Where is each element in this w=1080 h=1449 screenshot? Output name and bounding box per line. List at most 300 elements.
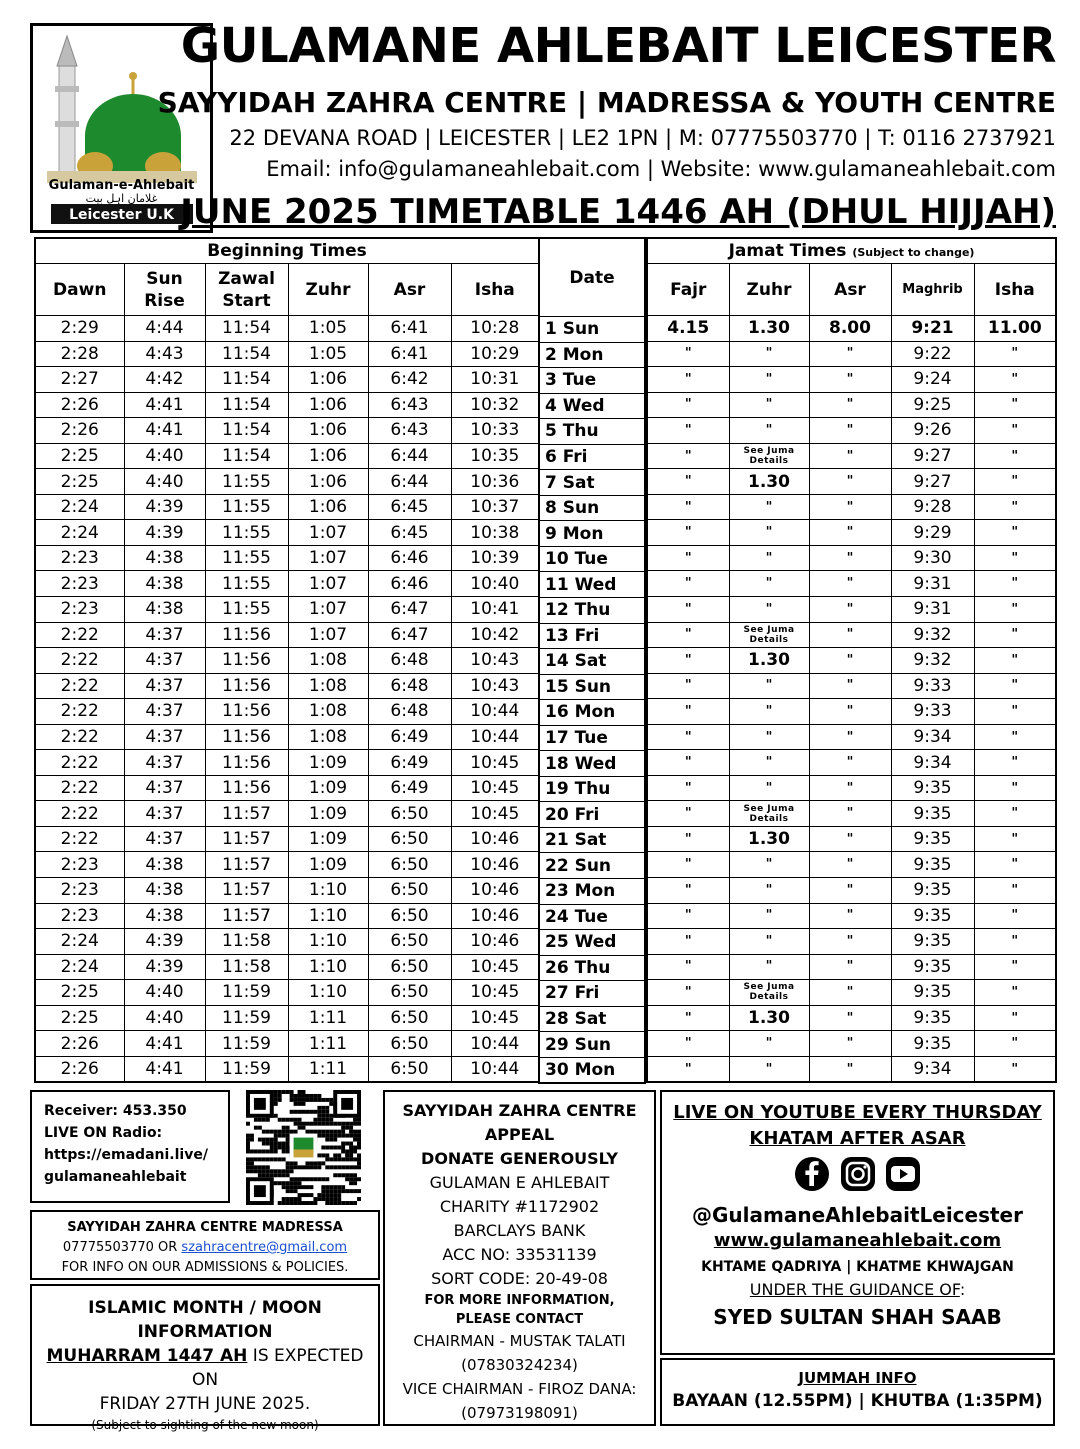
begin-time-cell: 2:23 (35, 571, 124, 597)
begin-time-cell: 1:07 (288, 571, 368, 597)
begin-time-cell: 6:43 (368, 418, 451, 444)
moon-date: FRIDAY 27TH JUNE 2025. (99, 1394, 311, 1414)
table-row (647, 571, 1056, 597)
begin-time-cell: 6:50 (368, 878, 451, 904)
begin-time-cell: 6:50 (368, 801, 451, 827)
jamat-time-cell: " (974, 571, 1056, 597)
begin-time-cell: 10:33 (451, 418, 539, 444)
begin-time-cell: 1:05 (288, 341, 368, 367)
begin-time-cell: 10:46 (451, 852, 539, 878)
jamat-time-cell: " (647, 980, 729, 1006)
begin-time-cell: 10:41 (451, 597, 539, 623)
begin-time-cell: 2:25 (35, 443, 124, 469)
begin-time-cell: 6:42 (368, 367, 451, 393)
jamat-time-cell: " (647, 418, 729, 444)
begin-time-cell: 2:24 (35, 494, 124, 520)
begin-time-cell: 2:29 (35, 316, 124, 342)
jamat-time-cell: " (809, 852, 891, 878)
begin-time-cell: 2:24 (35, 929, 124, 955)
guidance-colon: : (959, 1280, 966, 1299)
begin-time-cell: 1:09 (288, 801, 368, 827)
jamat-times-table (646, 237, 1057, 1083)
moon-expected-line (32, 1344, 378, 1392)
begin-time-cell: 11:55 (205, 571, 288, 597)
date-cell: 10 Tue (539, 546, 645, 572)
table-row (539, 521, 645, 547)
table-row (35, 316, 539, 342)
jamat-time-cell: " (729, 673, 809, 699)
jamat-time-cell: " (647, 494, 729, 520)
jamat-time-cell: " (647, 826, 729, 852)
date-cell: 22 Sun (539, 853, 645, 879)
begin-time-cell: 1:06 (288, 443, 368, 469)
jamat-time-cell: " (974, 1005, 1056, 1031)
table-row (647, 826, 1056, 852)
begin-time-cell: 6:49 (368, 724, 451, 750)
chairman-label: CHAIRMAN - (413, 1332, 510, 1350)
jamat-time-cell: " (647, 673, 729, 699)
begin-time-cell: 2:22 (35, 826, 124, 852)
begin-time-cell: 4:37 (124, 622, 205, 648)
begin-time-cell: 4:37 (124, 801, 205, 827)
begin-time-cell: 6:50 (368, 1005, 451, 1031)
begin-time-cell: 2:26 (35, 418, 124, 444)
table-row (647, 724, 1056, 750)
table-row (539, 393, 645, 419)
begin-time-cell: 11:55 (205, 597, 288, 623)
begin-time-cell: 11:56 (205, 648, 288, 674)
jummah-details: BAYAAN (12.55PM) | KHUTBA (1:35PM) (672, 1391, 1043, 1411)
begin-time-cell: 10:39 (451, 545, 539, 571)
begin-time-cell: 10:43 (451, 648, 539, 674)
begin-time-cell: 10:37 (451, 494, 539, 520)
begin-time-cell: 1:10 (288, 878, 368, 904)
jamat-col-header: Maghrib (891, 264, 974, 316)
jamat-time-cell: " (729, 545, 809, 571)
begin-time-cell: 4:40 (124, 1005, 205, 1031)
begin-time-cell: 2:22 (35, 648, 124, 674)
appeal-contact: PLEASE CONTACT (455, 1312, 584, 1327)
begin-time-cell: 6:43 (368, 392, 451, 418)
date-cell: 11 Wed (539, 572, 645, 598)
appeal-sort: SORT CODE: 20-49-08 (431, 1269, 608, 1288)
madressa-email-link[interactable]: szahracentre@gmail.com (181, 1240, 348, 1255)
moon-info-box (30, 1284, 380, 1432)
table-row (647, 648, 1056, 674)
begin-time-cell: 1:10 (288, 929, 368, 955)
begin-time-cell: 1:09 (288, 852, 368, 878)
jamat-time-cell: " (729, 852, 809, 878)
begin-time-cell: 10:38 (451, 520, 539, 546)
jamat-time-cell: " (809, 903, 891, 929)
jamat-times-header (647, 238, 1056, 264)
begin-time-cell: 11:54 (205, 341, 288, 367)
begin-time-cell: 1:06 (288, 469, 368, 495)
table-row (539, 444, 645, 470)
jamat-time-cell: " (809, 699, 891, 725)
facebook-icon[interactable] (794, 1156, 830, 1192)
jamat-time-cell: " (974, 673, 1056, 699)
jamat-time-cell: " (647, 1005, 729, 1031)
begin-time-cell: 6:44 (368, 443, 451, 469)
begin-time-cell: 1:10 (288, 903, 368, 929)
begin-time-cell: 2:28 (35, 341, 124, 367)
jamat-time-cell: " (729, 1056, 809, 1082)
begin-time-cell: 2:27 (35, 367, 124, 393)
begin-col-header: Zuhr (288, 264, 368, 316)
jamat-time-cell: 11.00 (974, 316, 1056, 342)
begin-time-cell: 10:43 (451, 673, 539, 699)
jummah-title: JUMMAH INFO (798, 1369, 917, 1387)
table-row (35, 750, 539, 776)
table-row (539, 981, 645, 1007)
table-row (647, 1056, 1056, 1082)
table-row (539, 776, 645, 802)
guidance-line (662, 1280, 1053, 1300)
jamat-time-cell: " (809, 980, 891, 1006)
jamat-time-cell: 9:35 (891, 1031, 974, 1057)
begin-time-cell: 10:46 (451, 929, 539, 955)
jamat-time-cell: " (729, 494, 809, 520)
table-row (647, 929, 1056, 955)
begin-time-cell: 11:54 (205, 418, 288, 444)
date-cell: 29 Sun (539, 1032, 645, 1058)
table-row (539, 342, 645, 368)
jamat-time-cell: " (974, 750, 1056, 776)
jamat-time-cell: " (974, 801, 1056, 827)
table-row (35, 1031, 539, 1057)
begin-time-cell: 4:37 (124, 724, 205, 750)
date-cell: 17 Tue (539, 725, 645, 751)
date-cell: 4 Wed (539, 393, 645, 419)
begin-time-cell: 6:50 (368, 852, 451, 878)
begin-time-cell: 11:57 (205, 903, 288, 929)
begin-time-cell: 6:48 (368, 648, 451, 674)
table-row (35, 443, 539, 469)
jamat-time-cell: " (974, 724, 1056, 750)
jamat-col-header: Zuhr (729, 264, 809, 316)
begin-time-cell: 11:56 (205, 724, 288, 750)
jamat-time-cell: 9:29 (891, 520, 974, 546)
jamat-time-cell: " (729, 750, 809, 776)
jamat-time-cell: 9:22 (891, 341, 974, 367)
begin-time-cell: 10:45 (451, 801, 539, 827)
begin-time-cell: 2:25 (35, 469, 124, 495)
jamat-time-cell: " (809, 341, 891, 367)
jamat-time-cell: " (647, 699, 729, 725)
jamat-time-cell: " (974, 520, 1056, 546)
table-row (35, 980, 539, 1006)
begin-time-cell: 6:50 (368, 954, 451, 980)
jamat-time-cell: 9:27 (891, 443, 974, 469)
jamat-time-cell: " (974, 954, 1056, 980)
youtube-icon[interactable] (885, 1156, 921, 1192)
table-row (539, 368, 645, 394)
jamat-time-cell: 9:34 (891, 724, 974, 750)
radio-url-path[interactable]: gulamaneahlebait (44, 1169, 187, 1185)
begin-time-cell: 11:59 (205, 980, 288, 1006)
jamat-time-cell: " (729, 929, 809, 955)
table-row (35, 622, 539, 648)
jamat-time-cell: " (647, 545, 729, 571)
appeal-line-2: APPEAL (484, 1125, 555, 1144)
begin-time-cell: 11:56 (205, 750, 288, 776)
begin-time-cell: 10:28 (451, 316, 539, 342)
begin-time-cell: 10:46 (451, 903, 539, 929)
jamat-time-cell: 9:35 (891, 852, 974, 878)
table-row (35, 392, 539, 418)
radio-info-box (30, 1090, 230, 1203)
jamat-time-cell: " (974, 648, 1056, 674)
table-row (539, 495, 645, 521)
appeal-chairman (385, 1329, 654, 1353)
logo-urdu: غلامان اہل بیت (85, 192, 158, 205)
date-cell: 21 Sat (539, 827, 645, 853)
begin-time-cell: 1:11 (288, 1056, 368, 1082)
begin-time-cell: 10:35 (451, 443, 539, 469)
table-row (35, 673, 539, 699)
jamat-time-cell: 9:35 (891, 775, 974, 801)
jamat-time-cell: 1.30 (729, 648, 809, 674)
jamat-time-cell: 9:21 (891, 316, 974, 342)
date-cell: 26 Thu (539, 955, 645, 981)
jamat-time-cell: 1.30 (729, 826, 809, 852)
begin-col-header: Sun Rise (124, 264, 205, 316)
jamat-time-cell: " (729, 571, 809, 597)
jamat-time-cell: 9:33 (891, 699, 974, 725)
begin-time-cell: 10:44 (451, 724, 539, 750)
vice-chairman-phone: (07973198091) (461, 1404, 578, 1422)
appeal-line-4: GULAMAN E AHLEBAIT (429, 1173, 610, 1192)
table-row (647, 954, 1056, 980)
begin-time-cell: 1:10 (288, 980, 368, 1006)
begin-time-cell: 11:54 (205, 367, 288, 393)
table-row (35, 903, 539, 929)
beginning-times-table (34, 237, 540, 1083)
jamat-time-cell: 9:35 (891, 980, 974, 1006)
table-row (647, 443, 1056, 469)
table-row (647, 367, 1056, 393)
begin-time-cell: 11:57 (205, 852, 288, 878)
begin-time-cell: 4:39 (124, 520, 205, 546)
begin-time-cell: 6:50 (368, 903, 451, 929)
begin-time-cell: 11:58 (205, 929, 288, 955)
begin-time-cell: 10:44 (451, 1031, 539, 1057)
begin-time-cell: 4:38 (124, 571, 205, 597)
table-row (539, 598, 645, 624)
date-cell: 2 Mon (539, 342, 645, 368)
begin-time-cell: 2:22 (35, 775, 124, 801)
begin-time-cell: 1:11 (288, 1005, 368, 1031)
begin-time-cell: 4:38 (124, 597, 205, 623)
jamat-time-cell: " (647, 929, 729, 955)
begin-col-header: Asr (368, 264, 451, 316)
social-handle[interactable]: @GulamaneAhlebaitLeicester (692, 1203, 1023, 1227)
table-row (35, 775, 539, 801)
jamat-time-cell: " (809, 673, 891, 699)
logo-place: Leicester U.K (69, 207, 174, 223)
jamat-time-cell: " (729, 367, 809, 393)
begin-time-cell: 4:37 (124, 699, 205, 725)
begin-time-cell: 4:37 (124, 648, 205, 674)
moon-note: (Subject to sighting of the new moon) (91, 1418, 319, 1432)
jamat-time-cell: 9:31 (891, 597, 974, 623)
date-cell: 3 Tue (539, 368, 645, 394)
moon-expected: IS EXPECTED ON (191, 1346, 364, 1390)
table-row (539, 751, 645, 777)
instagram-icon[interactable] (840, 1156, 876, 1192)
table-row (647, 1005, 1056, 1031)
chairman-name: MUSTAK TALATI (509, 1332, 626, 1350)
begin-time-cell: 1:07 (288, 520, 368, 546)
jamat-time-cell: " (647, 775, 729, 801)
table-row (539, 572, 645, 598)
date-cell: 9 Mon (539, 521, 645, 547)
table-row (539, 546, 645, 572)
begin-time-cell: 1:08 (288, 699, 368, 725)
jamat-time-cell: " (974, 852, 1056, 878)
jamat-time-cell: " (809, 545, 891, 571)
date-cell: 18 Wed (539, 751, 645, 777)
table-row (35, 826, 539, 852)
jamat-time-cell: " (974, 418, 1056, 444)
begin-time-cell: 4:42 (124, 367, 205, 393)
begin-time-cell: 1:07 (288, 545, 368, 571)
jamat-label: Jamat Times (728, 241, 847, 261)
begin-time-cell: 4:40 (124, 443, 205, 469)
table-row (35, 878, 539, 904)
table-row (539, 955, 645, 981)
jamat-time-cell: " (729, 597, 809, 623)
website-link[interactable]: www.gulamaneahlebait.com (713, 1230, 1002, 1251)
begin-time-cell: 2:24 (35, 520, 124, 546)
moon-title-1: ISLAMIC MONTH / MOON (88, 1298, 322, 1318)
jamat-time-cell: " (647, 878, 729, 904)
table-row (647, 750, 1056, 776)
table-row (35, 954, 539, 980)
begin-time-cell: 1:06 (288, 494, 368, 520)
table-row (539, 827, 645, 853)
jamat-time-cell: 9:26 (891, 418, 974, 444)
table-row (539, 904, 645, 930)
begin-time-cell: 10:42 (451, 622, 539, 648)
vice-chairman-name: FIROZ DANA: (538, 1380, 637, 1398)
begin-time-cell: 2:22 (35, 622, 124, 648)
jamat-time-cell: 9:33 (891, 673, 974, 699)
begin-time-cell: 2:23 (35, 852, 124, 878)
jamat-time-cell: " (974, 392, 1056, 418)
jamat-time-cell: " (647, 954, 729, 980)
begin-time-cell: 4:41 (124, 418, 205, 444)
jamat-time-cell: " (729, 520, 809, 546)
begin-time-cell: 10:46 (451, 826, 539, 852)
jamat-time-cell: " (809, 622, 891, 648)
table-row (647, 699, 1056, 725)
table-row (35, 929, 539, 955)
table-row (647, 622, 1056, 648)
begin-time-cell: 6:49 (368, 750, 451, 776)
begin-time-cell: 1:11 (288, 1031, 368, 1057)
jamat-time-cell: " (974, 903, 1056, 929)
table-row (539, 317, 645, 343)
begin-time-cell: 10:45 (451, 954, 539, 980)
jamat-time-cell: 1.30 (729, 469, 809, 495)
qr-code-icon[interactable] (245, 1090, 362, 1205)
jamat-time-cell: " (729, 724, 809, 750)
begin-time-cell: 10:46 (451, 878, 539, 904)
table-row (539, 700, 645, 726)
jamat-col-header: Asr (809, 264, 891, 316)
jamat-time-cell: 9:35 (891, 903, 974, 929)
jamat-time-cell: " (974, 1031, 1056, 1057)
begin-time-cell: 1:08 (288, 673, 368, 699)
begin-time-cell: 4:43 (124, 341, 205, 367)
table-row (647, 801, 1056, 827)
jamat-col-header: Isha (974, 264, 1056, 316)
begin-time-cell: 1:09 (288, 775, 368, 801)
date-cell: 24 Tue (539, 904, 645, 930)
begin-time-cell: 2:26 (35, 1031, 124, 1057)
jamat-time-cell: " (974, 622, 1056, 648)
jamat-time-cell: " (647, 443, 729, 469)
org-address: 22 DEVANA ROAD | LEICESTER | LE2 1PN | M: 07775503770 | T: 0116 2737921 (229, 126, 1056, 150)
begin-col-header: Isha (451, 264, 539, 316)
timetable-title: JUNE 2025 TIMETABLE 1446 AH (DHUL HIJJAH) (180, 192, 1056, 232)
begin-col-header: Dawn (35, 264, 124, 316)
begin-time-cell: 6:48 (368, 699, 451, 725)
jamat-time-cell: " (809, 597, 891, 623)
jamat-time-cell: 9:32 (891, 648, 974, 674)
jamat-time-cell: " (809, 775, 891, 801)
youtube-line-1: LIVE ON YOUTUBE EVERY THURSDAY (673, 1102, 1042, 1123)
jamat-note: (Subject to change) (852, 246, 975, 259)
begin-time-cell: 2:25 (35, 980, 124, 1006)
begin-time-cell: 11:55 (205, 469, 288, 495)
appeal-line-1: SAYYIDAH ZAHRA CENTRE (402, 1101, 637, 1120)
table-row (647, 316, 1056, 342)
begin-time-cell: 4:44 (124, 316, 205, 342)
appeal-line-3: DONATE GENEROUSLY (421, 1149, 618, 1168)
jamat-time-cell: " (729, 903, 809, 929)
date-cell: 20 Fri (539, 802, 645, 828)
table-row (35, 418, 539, 444)
begin-time-cell: 1:07 (288, 597, 368, 623)
table-row (647, 980, 1056, 1006)
begin-time-cell: 6:50 (368, 980, 451, 1006)
moon-month: MUHARRAM 1447 AH (46, 1346, 248, 1366)
jamat-time-cell: " (809, 520, 891, 546)
begin-time-cell: 11:56 (205, 622, 288, 648)
guidance-label: UNDER THE GUIDANCE OF (749, 1280, 960, 1299)
begin-time-cell: 11:57 (205, 801, 288, 827)
jamat-time-cell: " (647, 724, 729, 750)
jamat-time-cell: " (974, 775, 1056, 801)
begin-time-cell: 10:44 (451, 1056, 539, 1082)
date-cell: 13 Fri (539, 623, 645, 649)
jamat-time-cell: " (729, 699, 809, 725)
begin-time-cell: 2:26 (35, 1056, 124, 1082)
table-row (35, 469, 539, 495)
jamat-time-cell: " (809, 878, 891, 904)
begin-time-cell: 4:40 (124, 469, 205, 495)
appeal-box (383, 1090, 656, 1426)
table-row (647, 597, 1056, 623)
appeal-bank: BARCLAYS BANK (453, 1221, 586, 1240)
radio-url[interactable]: https://emadani.live/ (44, 1147, 208, 1163)
jamat-time-cell: " (974, 597, 1056, 623)
begin-time-cell: 11:55 (205, 545, 288, 571)
date-cell: 16 Mon (539, 700, 645, 726)
